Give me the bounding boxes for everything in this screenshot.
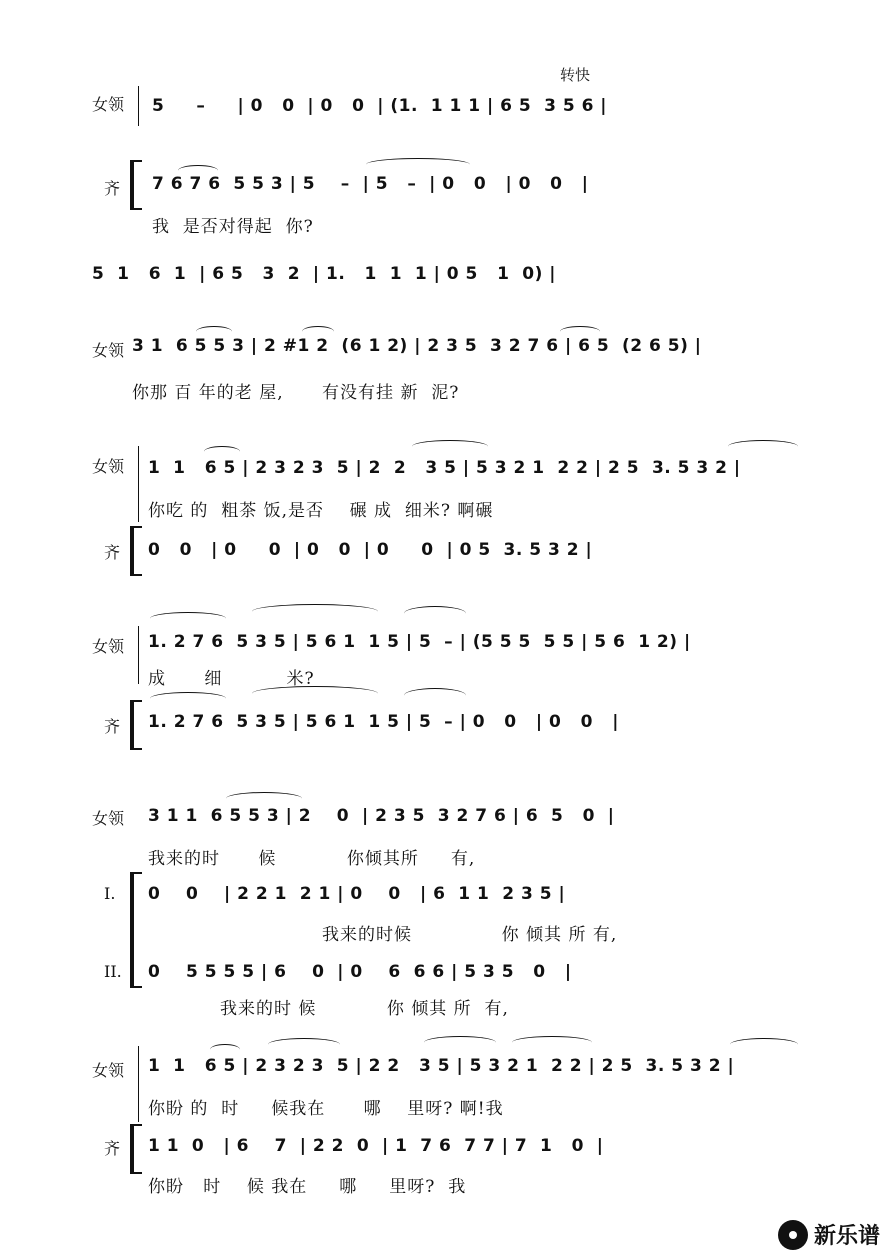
staff-line [138,1046,139,1122]
staff-line [138,446,139,522]
lyrics-row: 你那 百 年的老 屋, 有没有挂 新 泥? [132,383,460,403]
slur [252,604,378,619]
part-label: 女领 [92,637,125,656]
staff-brace [130,160,142,210]
slur [178,165,218,176]
slur [226,792,302,805]
logo-text: 新乐谱 [813,1224,880,1249]
staff-brace [130,700,142,750]
part-label: 齐 [104,179,121,198]
staff-brace [130,872,142,988]
tempo-mark: 转快 [560,66,591,84]
lyrics-row: 成 细 米? [148,669,315,689]
slur [268,1038,340,1051]
slur [196,326,232,337]
notes-row: 1 1 6 5 | 2 3 2 3 5 | 2 2 3 5 | 5 3 2 1 2 2 | 2 5 3. 5 3 2 | [148,1056,735,1076]
staff-brace [130,1124,142,1174]
site-logo [778,1219,880,1250]
record-disc-icon [778,1220,808,1250]
lyrics-row: 我来的时 候 你 倾其 所 有, [220,999,509,1019]
notes-row: 0 0 | 2 2 1 2 1 | 0 0 | 6 1 1 2 3 5 | [148,884,566,904]
part-label: 齐 [104,1139,121,1158]
slur [150,612,226,625]
part-label: I. [104,884,116,903]
notes-row: 3 1 1 6 5 5 3 | 2 0 | 2 3 5 3 2 7 6 | 6 5 0 | [148,806,615,826]
tie [366,158,470,171]
notes-row: 5 1 6 1 | 6 5 3 2 | 1. 1 1 1 | 0 5 1 0) | [92,264,556,284]
slur [560,326,600,337]
notes-row: 1 1 6 5 | 2 3 2 3 5 | 2 2 3 5 | 5 3 2 1 2 2 | 2 5 3. 5 3 2 | [148,458,741,478]
notes-row: 7 6 7 6 5 5 3 | 5 – | 5 – | 0 0 | 0 0 | [152,174,589,194]
part-label: 女领 [92,341,125,360]
staff-line [138,626,139,684]
lyrics-row: 我来的时 候 你倾其所 有, [148,849,476,869]
notes-row: 5 – | 0 0 | 0 0 | (1. 1 1 1 | 6 5 3 5 6 | [152,96,608,116]
lyrics-row: 我 是否对得起 你? [152,217,314,237]
slur [512,1036,592,1049]
slur [150,692,226,705]
notes-row: 3 1 6 5 5 3 | 2 #1 2 (6 1 2) | 2 3 5 3 2 7 6 | 6 5 (2 6 5) | [132,336,702,356]
slur [404,606,466,621]
notes-row: 0 0 | 0 0 | 0 0 | 0 0 | 0 5 3. 5 3 2 | [148,540,593,560]
slur [728,440,798,453]
part-label: 齐 [104,543,121,562]
lyrics-row: 你盼 时 候 我在 哪 里呀? 我 [148,1177,467,1197]
staff-brace [130,526,142,576]
slur [730,1038,798,1051]
part-label: 女领 [92,809,125,828]
part-label: 女领 [92,95,125,114]
staff-line [138,86,139,126]
notes-row: 1. 2 7 6 5 3 5 | 5 6 1 1 5 | 5 – | (5 5 5 5 5 | 5 6 1 2) | [148,632,691,652]
lyrics-row: 我来的时候 你 倾其 所 有, [322,925,618,945]
slur [302,326,334,337]
lyrics-row: 你盼 的 时 候我在 哪 里呀? 啊!我 [148,1099,504,1119]
part-label: 女领 [92,457,125,476]
slur [204,446,240,457]
slur [404,688,466,703]
slur [252,686,378,701]
lyrics-row: 你吃 的 粗茶 饭,是否 碾 成 细米? 啊碾 [148,501,494,521]
slur [412,440,488,453]
part-label: 女领 [92,1061,125,1080]
notes-row: 1 1 0 | 6 7 | 2 2 0 | 1 7 6 7 7 | 7 1 0 | [148,1136,604,1156]
part-label: 齐 [104,717,121,736]
part-label: II. [104,962,122,981]
notes-row: 1. 2 7 6 5 3 5 | 5 6 1 1 5 | 5 – | 0 0 | 0 0 | [148,712,619,732]
slur [424,1036,496,1049]
notes-row: 0 5 5 5 5 | 6 0 | 0 6 6 6 | 5 3 5 0 | [148,962,572,982]
slur [210,1044,240,1055]
